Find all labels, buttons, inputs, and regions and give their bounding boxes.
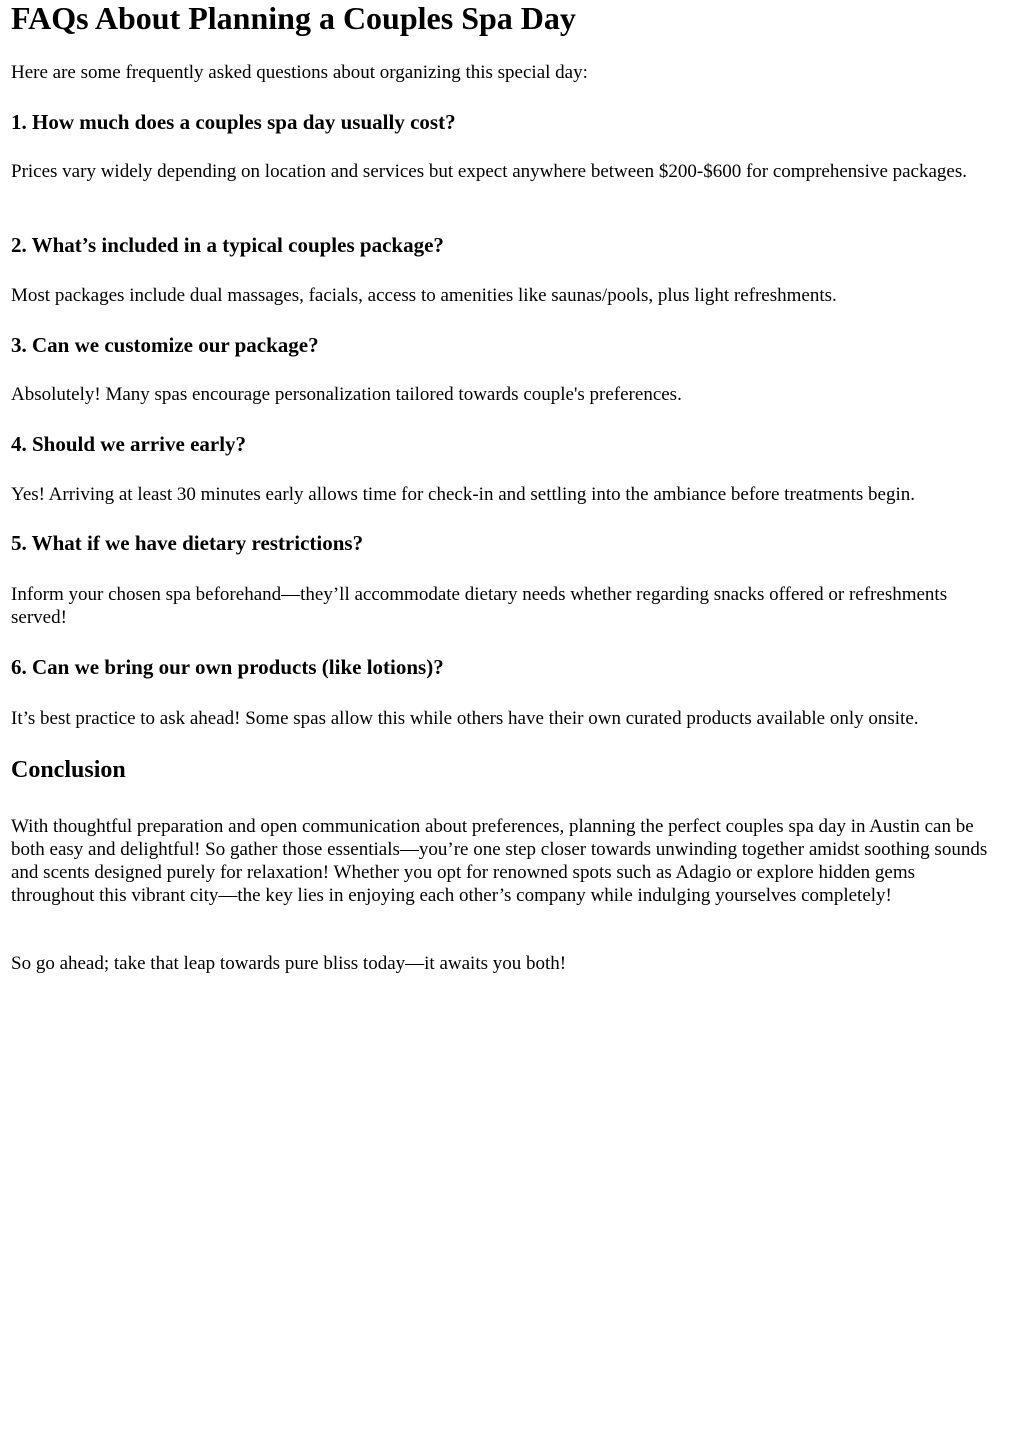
faq-question: 6. Can we bring our own products (like lotions)?: [11, 655, 444, 679]
faq-answer: Inform your chosen spa beforehand—they’ll accommodate dietary needs whether regarding snacks offered or refreshments served!: [11, 584, 948, 628]
faq-answer: Absolutely! Many spas encourage personalization tailored towards couple's preferences.: [11, 384, 682, 405]
faq-question: 3. Can we customize our package?: [11, 333, 319, 357]
faq-answer: Prices vary widely depending on location and services but expect anywhere between $200-$600 for comprehensive packages.: [11, 161, 968, 182]
faq-question: 4. Should we arrive early?: [11, 432, 247, 456]
page-title: FAQs About Planning a Couples Spa Day: [11, 0, 576, 36]
closing-paragraph: So go ahead; take that leap towards pure bliss today—it awaits you both!: [11, 953, 567, 974]
intro-paragraph: Here are some frequently asked questions about organizing this special day:: [11, 62, 588, 83]
faq-answer: Most packages include dual massages, facials, access to amenities like saunas/pools, plus light refreshments.: [11, 285, 837, 306]
faq-answer: Yes! Arriving at least 30 minutes early allows time for check-in and settling into the ambiance before treatments begin.: [11, 484, 916, 505]
conclusion-paragraph: With thoughtful preparation and open communication about preferences, planning the perfect couples spa day in Austin can be both easy and delightful! So gather those essentials—you’re one step closer towards unwinding together amidst soothing sounds and scents designed purely for relaxation! Whether you opt for renowned spots such as Adagio or explore hidden gems throughout this vibrant city—the key lies in enjoying each other’s company while indulging yourselves completely!: [11, 816, 988, 906]
conclusion-heading: Conclusion: [11, 757, 126, 783]
faq-question: 5. What if we have dietary restrictions?: [11, 531, 364, 555]
faq-answer: It’s best practice to ask ahead! Some spas allow this while others have their own curated products available only onsite.: [11, 708, 919, 729]
faq-question: 1. How much does a couples spa day usually cost?: [11, 110, 456, 134]
faq-question: 2. What’s included in a typical couples package?: [11, 233, 444, 257]
